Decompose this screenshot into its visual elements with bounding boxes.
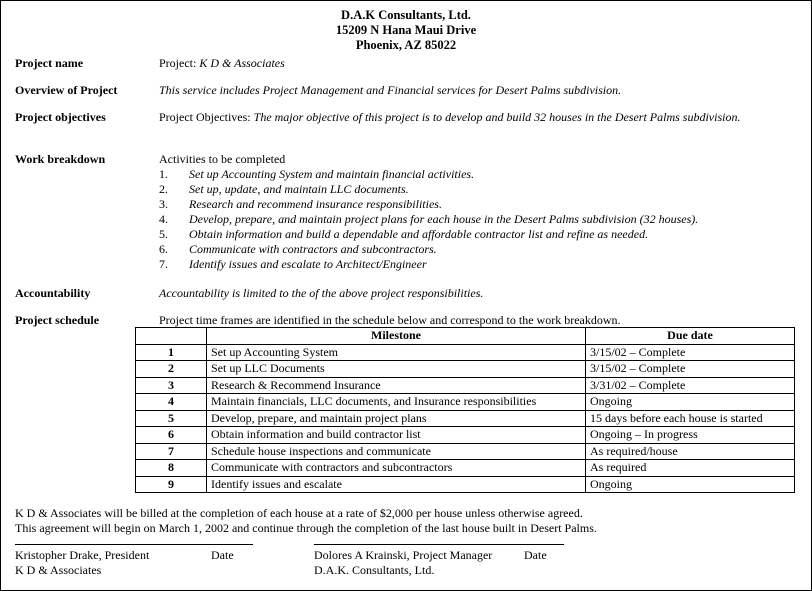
activity-list	[159, 167, 803, 272]
signer-name: Dolores A Krainski, Project Manager	[314, 548, 493, 562]
date-label: Date	[524, 548, 547, 562]
milestone-number: 9	[136, 476, 207, 493]
signature-block-consultant	[314, 544, 564, 578]
objectives-label: Project objectives	[15, 110, 106, 124]
milestone-number: 6	[136, 427, 207, 444]
item-number: 1.	[159, 167, 168, 181]
table-header-row	[136, 328, 795, 345]
milestone-number: 8	[136, 460, 207, 477]
list-item	[159, 182, 803, 197]
project-name-content	[159, 56, 803, 71]
item-text: Research and recommend insurance responsibilities.	[189, 197, 442, 211]
objectives-content	[159, 110, 803, 125]
milestone-name: Set up Accounting System	[207, 344, 586, 361]
item-text: Identify issues and escalate to Architect/Engineer	[189, 257, 427, 271]
terms-text	[15, 506, 597, 536]
signer-name: Kristopher Drake, President	[15, 548, 150, 562]
item-number: 7.	[159, 257, 168, 271]
column-header-milestone: Milestone	[207, 328, 586, 345]
table-row	[136, 394, 795, 411]
milestone-name: Set up LLC Documents	[207, 361, 586, 378]
item-text: Set up Accounting System and maintain financial activities.	[189, 167, 475, 181]
table-row	[136, 443, 795, 460]
milestone-name: Communicate with contractors and subcontractors	[207, 460, 586, 477]
item-number: 2.	[159, 182, 168, 196]
project-name-value: K D & Associates	[199, 56, 285, 70]
table-row	[136, 460, 795, 477]
milestone-name: Maintain financials, LLC documents, and Insurance responsibilities	[207, 394, 586, 411]
milestone-number: 4	[136, 394, 207, 411]
schedule-label: Project schedule	[15, 313, 100, 327]
milestone-due: Ongoing – In progress	[586, 427, 795, 444]
item-text: Set up, update, and maintain LLC documents.	[189, 182, 409, 196]
list-item	[159, 167, 803, 182]
item-number: 5.	[159, 227, 168, 241]
project-name-label: Project name	[15, 56, 84, 70]
company-name: D.A.K Consultants, Ltd.	[341, 8, 471, 22]
objectives-prefix: Project Objectives:	[159, 110, 254, 124]
milestone-due: 3/15/02 – Complete	[586, 361, 795, 378]
item-text: Communicate with contractors and subcontractors.	[189, 242, 437, 256]
work-breakdown-label: Work breakdown	[15, 152, 106, 166]
table-row	[136, 377, 795, 394]
table-row	[136, 476, 795, 493]
project-name-prefix: Project:	[159, 56, 200, 70]
milestone-due: As required	[586, 460, 795, 477]
milestone-name: Obtain information and build contractor list	[207, 427, 586, 444]
overview-value: This service includes Project Management and Financial services for Desert Palms subdivision.	[159, 83, 622, 97]
list-item	[159, 242, 803, 257]
item-text: Develop, prepare, and maintain project plans for each house in the Desert Palms subdivision (32 houses).	[189, 212, 699, 226]
milestone-table	[135, 327, 795, 493]
signer-org: D.A.K. Consultants, Ltd.	[314, 563, 435, 577]
item-number: 3.	[159, 197, 168, 211]
list-item	[159, 257, 803, 272]
schedule-intro: Project time frames are identified in the schedule below and correspond to the work breakdown.	[159, 313, 621, 327]
item-number: 4.	[159, 212, 168, 226]
column-header-number	[136, 328, 207, 345]
milestone-number: 1	[136, 344, 207, 361]
signature-block-client	[15, 544, 253, 578]
milestone-due: As required/house	[586, 443, 795, 460]
milestone-due: 3/15/02 – Complete	[586, 344, 795, 361]
milestone-due: 3/31/02 – Complete	[586, 377, 795, 394]
table-row	[136, 410, 795, 427]
agreement-terms: This agreement will begin on March 1, 2002 and continue through the completion of the last house built in Desert Palms.	[15, 521, 597, 535]
item-number: 6.	[159, 242, 168, 256]
billing-terms: K D & Associates will be billed at the completion of each house at a rate of $2,000 per house unless otherwise agreed.	[15, 506, 583, 520]
milestone-due: Ongoing	[586, 476, 795, 493]
list-item	[159, 197, 803, 212]
milestone-due: 15 days before each house is started	[586, 410, 795, 427]
work-breakdown-content	[159, 152, 803, 272]
objectives-value: The major objective of this project is to develop and build 32 houses in the Desert Palms subdivision.	[253, 110, 741, 124]
column-header-due-date: Due date	[586, 328, 795, 345]
milestone-number: 7	[136, 443, 207, 460]
list-item	[159, 227, 803, 242]
milestone-number: 5	[136, 410, 207, 427]
table-row	[136, 361, 795, 378]
item-text: Obtain information and build a dependable and affordable contractor list and refine as needed.	[189, 227, 649, 241]
company-address-line2: Phoenix, AZ 85022	[355, 38, 457, 52]
milestone-due: Ongoing	[586, 394, 795, 411]
milestone-number: 3	[136, 377, 207, 394]
milestone-name: Research & Recommend Insurance	[207, 377, 586, 394]
company-address-line1: 15209 N Hana Maui Drive	[335, 23, 477, 37]
overview-label: Overview of Project	[15, 83, 118, 97]
accountability-label: Accountability	[15, 286, 91, 300]
work-breakdown-intro: Activities to be completed	[159, 152, 286, 166]
table-row	[136, 344, 795, 361]
milestone-number: 2	[136, 361, 207, 378]
date-label: Date	[211, 548, 234, 562]
milestone-name: Develop, prepare, and maintain project plans	[207, 410, 586, 427]
accountability-value: Accountability is limited to the of the above project responsibilities.	[159, 286, 484, 300]
signer-org: K D & Associates	[15, 563, 102, 577]
list-item	[159, 212, 803, 227]
milestone-name: Identify issues and escalate	[207, 476, 586, 493]
table-row	[136, 427, 795, 444]
letterhead	[1, 8, 811, 53]
milestone-name: Schedule house inspections and communicate	[207, 443, 586, 460]
